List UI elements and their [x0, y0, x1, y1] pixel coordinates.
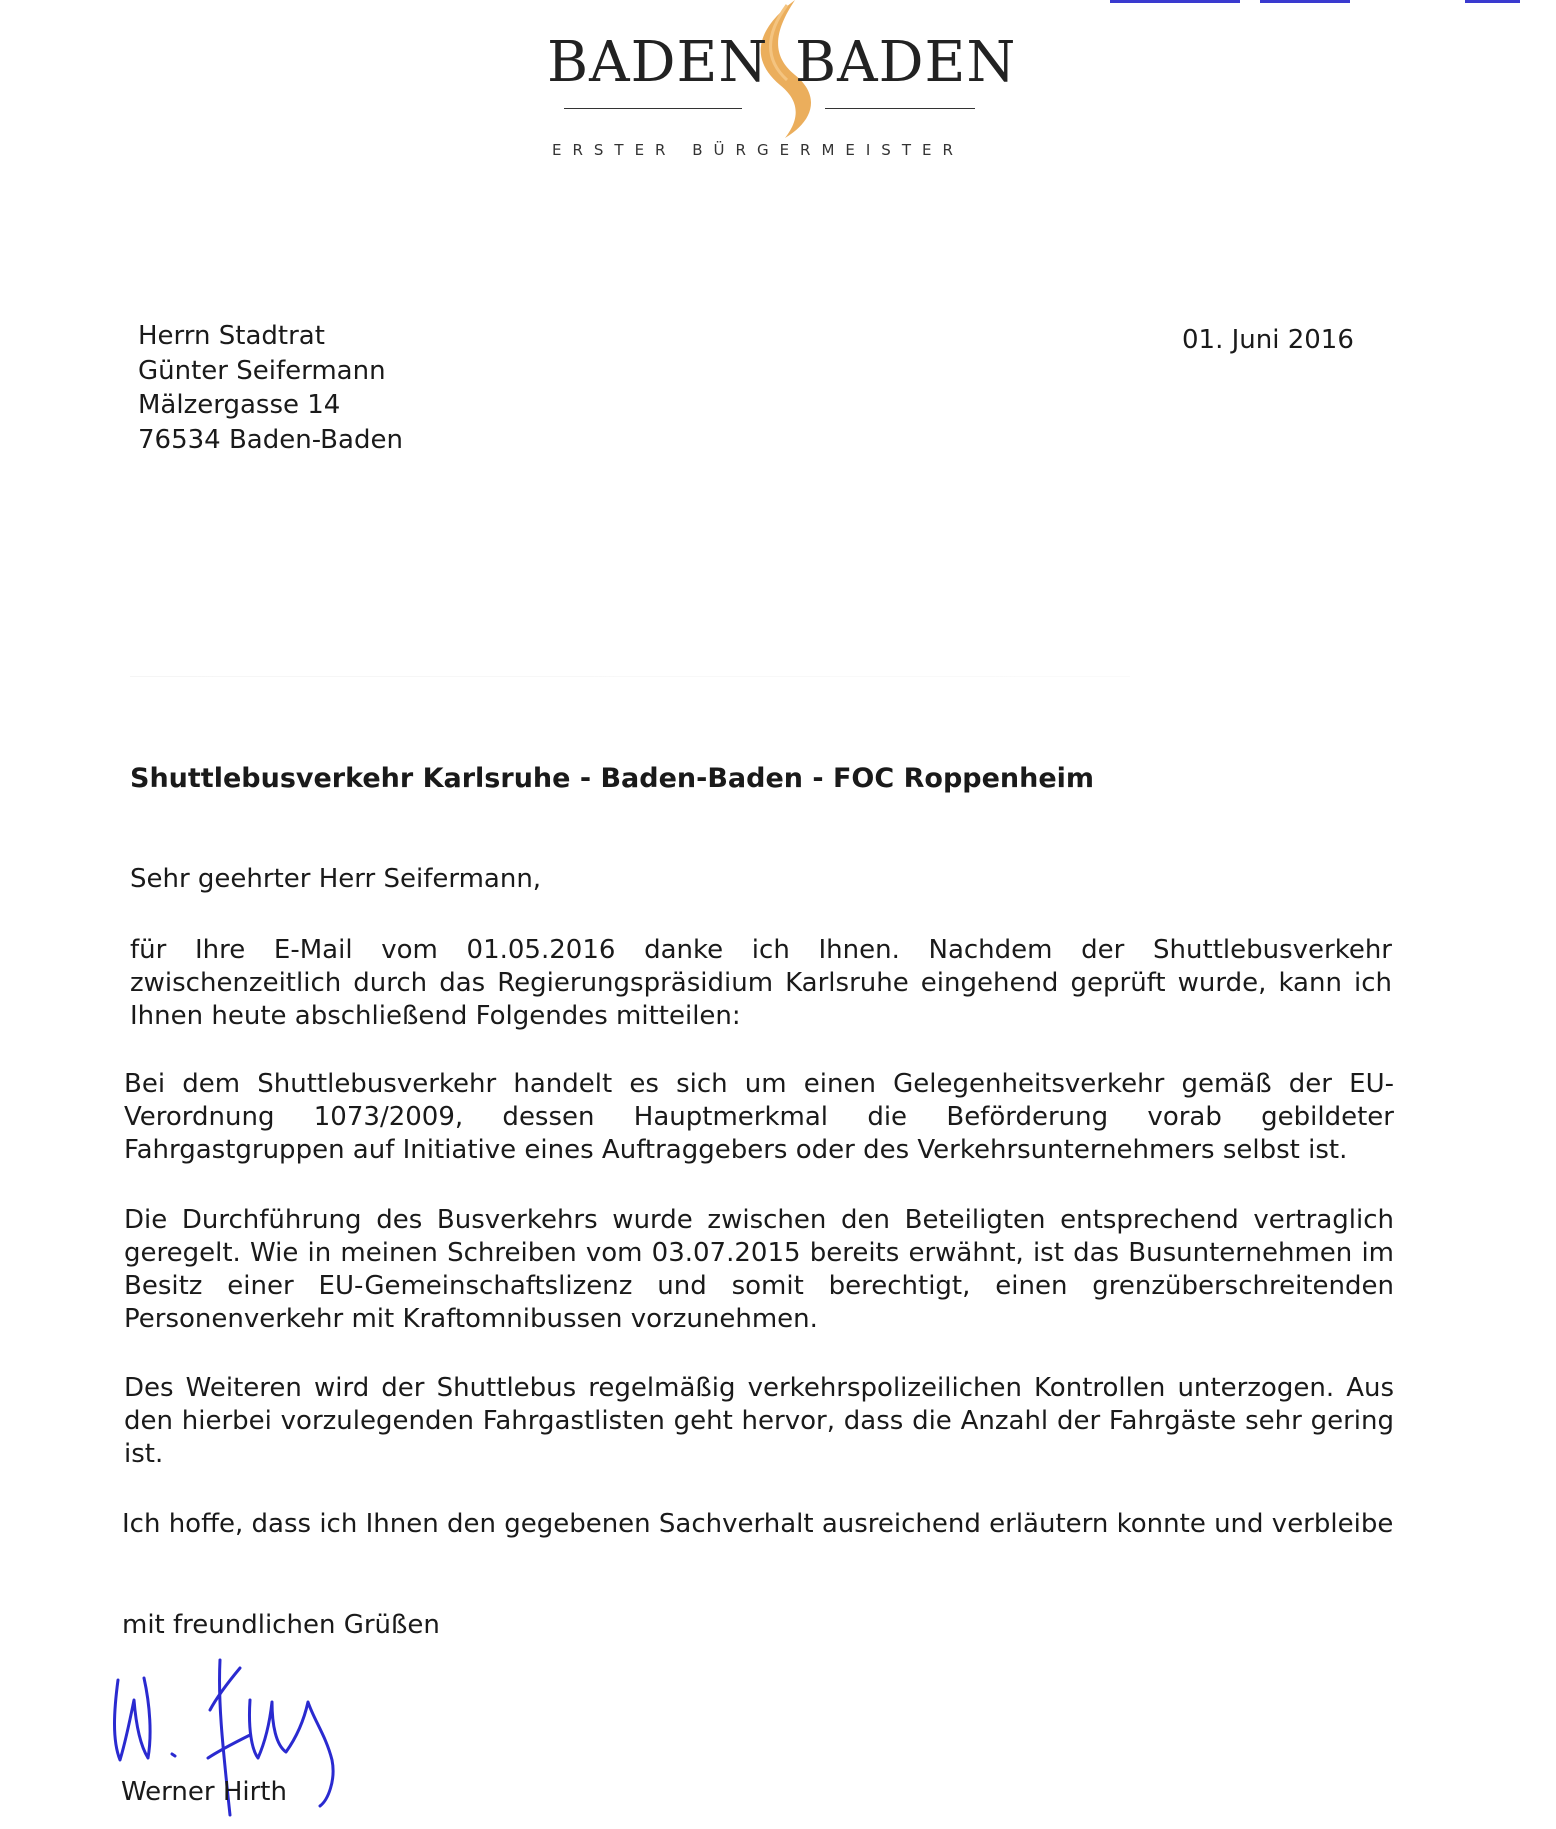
letterhead-subtitle: ERSTER BÜRGERMEISTER	[552, 141, 964, 159]
logo-rule-right	[825, 108, 975, 109]
salutation: Sehr geehrter Herr Seifermann,	[130, 864, 542, 894]
body-paragraph: Des Weiteren wird der Shuttlebus regelmäßig verkehrspolizeilichen Kontrollen unterzogen. Aus den hierbei vorzulegenden Fahrgastlisten geht hervor, dass die Anzahl der Fahrgäste sehr gering ist.	[124, 1373, 1394, 1469]
letter-subject: Shuttlebusverkehr Karlsruhe - Baden-Baden - FOC Roppenheim	[130, 763, 1095, 794]
recipient-address	[138, 319, 403, 457]
address-line: Mälzergasse 14	[138, 390, 341, 420]
body-paragraph: Bei dem Shuttlebusverkehr handelt es sich um einen Gelegenheitsverkehr gemäß der EU-Verordnung 1073/2009, dessen Hauptmerkmal die Beförderung vorab gebildeter Fahrgastgruppen auf Initiative eines Auftraggebers oder des Verkehrsunternehmers selbst ist.	[124, 1069, 1394, 1165]
logo-word-left: BADEN	[547, 30, 769, 95]
fold-line	[130, 676, 1130, 677]
closing: mit freundlichen Grüßen	[122, 1610, 440, 1640]
signer-name: Werner Hirth	[121, 1777, 287, 1807]
body-paragraph: für Ihre E-Mail vom 01.05.2016 danke ich Ihnen. Nachdem der Shuttlebusverkehr zwischenzeitlich durch das Regierungspräsidium Karlsruhe eingehend geprüft wurde, kann ich Ihnen heute abschließend Folgendes mitteilen:	[130, 935, 1392, 1031]
logo-word-right: BADEN	[795, 30, 1017, 95]
body-paragraph: Ich hoffe, dass ich Ihnen den gegebenen Sachverhalt ausreichend erläutern konnte und verbleibe	[122, 1509, 1394, 1539]
letter-date: 01. Juni 2016	[1182, 325, 1354, 355]
body-paragraph: Die Durchführung des Busverkehrs wurde zwischen den Beteiligten entsprechend vertraglich geregelt. Wie in meinen Schreiben vom 03.07.2015 bereits erwähnt, ist das Busunternehmen im Besitz einer EU-Gemeinschaftslizenz und somit berechtigt, einen grenzüberschreitenden Personenverkehr mit Kraftomnibussen vorzunehmen.	[124, 1205, 1394, 1334]
stamp-fragment	[1110, 0, 1530, 6]
address-line: Herrn Stadtrat	[138, 321, 325, 351]
address-line: Günter Seifermann	[138, 355, 386, 386]
logo-rule-left	[564, 108, 742, 109]
address-line: 76534 Baden-Baden	[138, 424, 403, 455]
